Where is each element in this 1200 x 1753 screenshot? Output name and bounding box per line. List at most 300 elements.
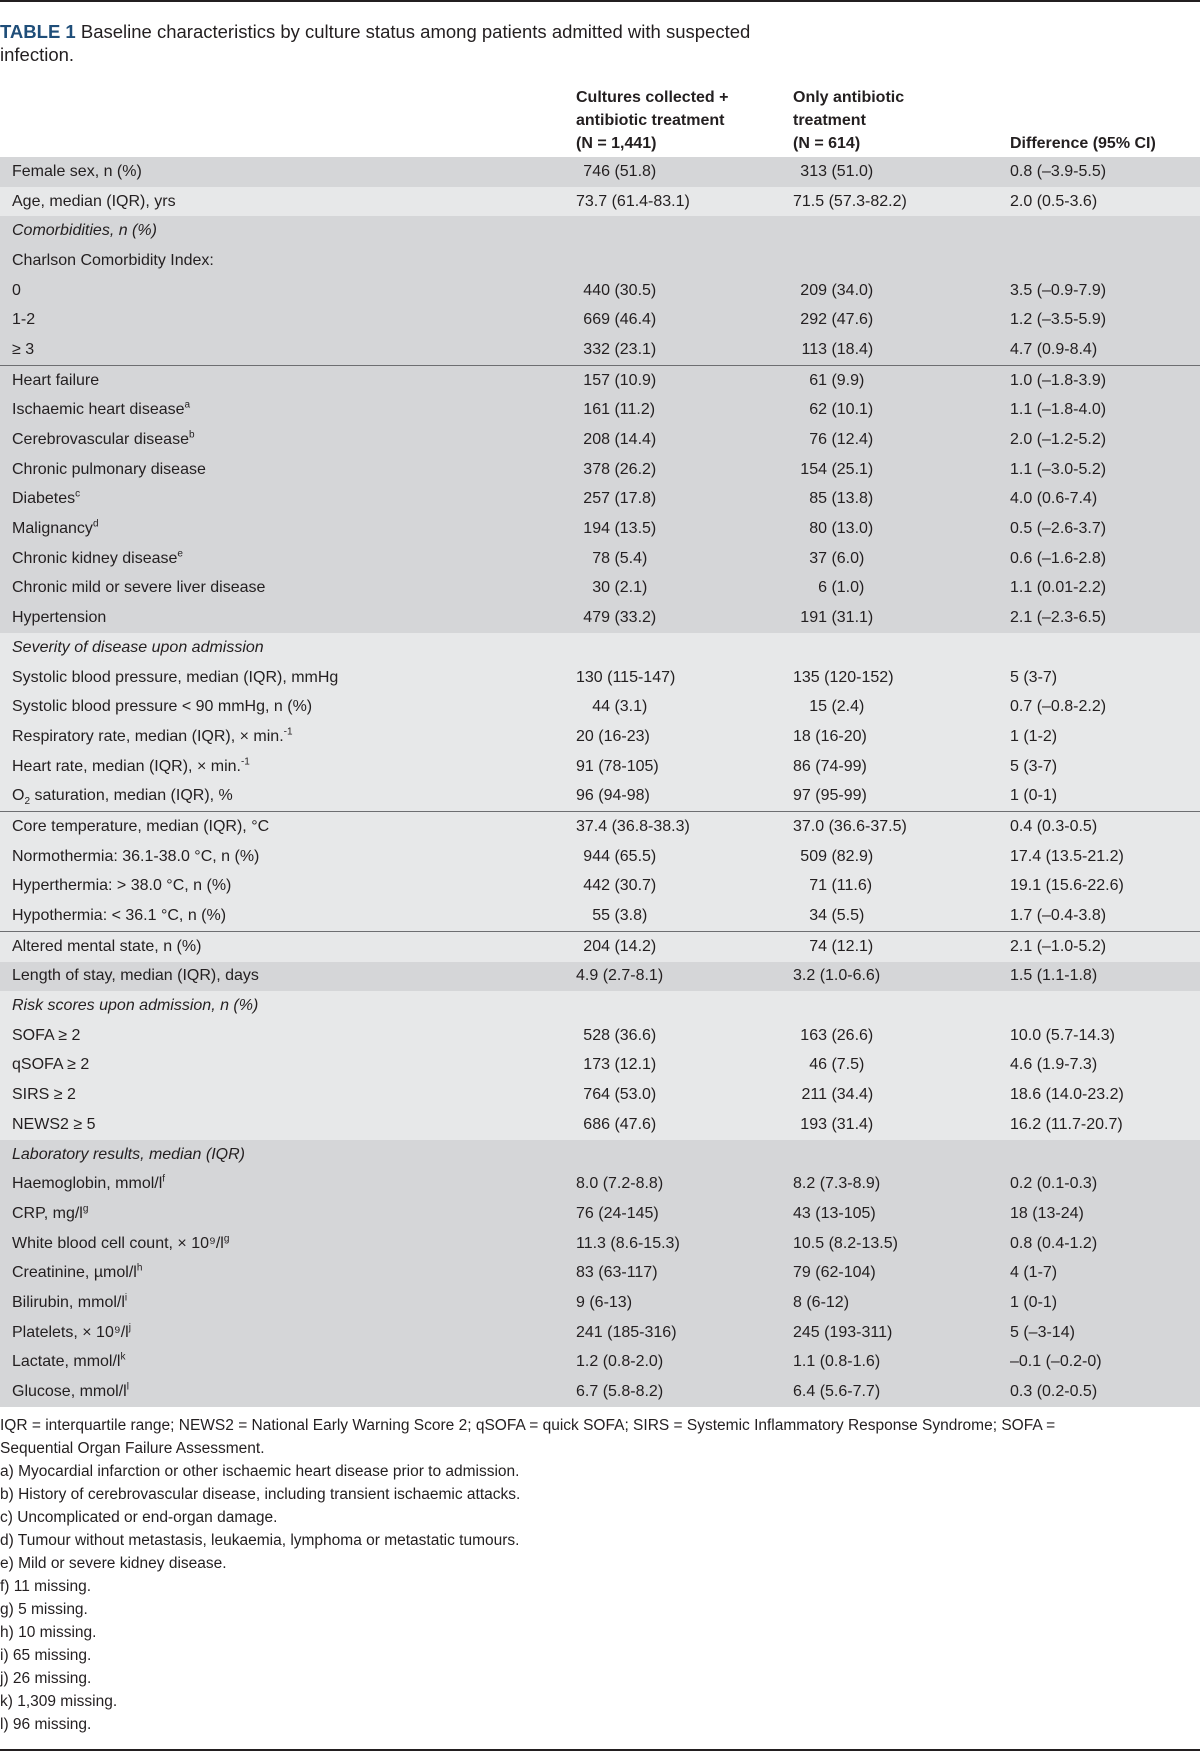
table-row	[0, 455, 1200, 485]
cell-c2: 79 (62-104)	[793, 1258, 1010, 1288]
row-label	[0, 514, 576, 544]
table-row	[0, 1199, 1200, 1229]
row-label-text: Core temperature, median (IQR), °C	[12, 817, 270, 835]
row-label	[0, 246, 576, 276]
row-label-text: Comorbidities, n (%)	[12, 222, 157, 240]
cell-c2: 113 (18.4)	[793, 335, 1010, 365]
cell-c1: 257 (17.8)	[576, 485, 793, 515]
row-label	[0, 396, 576, 426]
cell-c3: 19.1 (15.6-22.6)	[1010, 872, 1200, 902]
table-row	[0, 931, 1200, 961]
table-row	[0, 901, 1200, 931]
footnote-marker: i	[124, 1292, 128, 1304]
table-row	[0, 425, 1200, 455]
row-label-text: Malignancy	[12, 520, 93, 538]
cell-c2: 154 (25.1)	[793, 455, 1010, 485]
cell-c1: 173 (12.1)	[576, 1051, 793, 1081]
row-label-text: Bilirubin, mmol/l	[12, 1293, 125, 1311]
table-row	[0, 485, 1200, 515]
row-label	[0, 752, 576, 782]
row-label	[0, 1021, 576, 1051]
table-section-row	[0, 1140, 1200, 1170]
row-label	[0, 1110, 576, 1140]
row-label-text: Hypothermia: < 36.1 °C, n (%)	[12, 907, 227, 925]
top-rule	[0, 0, 1200, 2]
footnote: c) Uncomplicated or end-organ damage.	[0, 1509, 278, 1526]
cell-c3	[1010, 246, 1200, 276]
row-label-text: saturation, median (IQR), %	[30, 787, 233, 805]
cell-c2: 61 (9.9)	[793, 365, 1010, 395]
row-label-text: Creatinine, µmol/l	[12, 1264, 137, 1282]
cell-c2: 245 (193-311)	[793, 1318, 1010, 1348]
footnote-marker: -1	[240, 756, 250, 768]
header-line: treatment	[793, 112, 866, 129]
row-label	[0, 603, 576, 633]
row-label	[0, 365, 576, 395]
footnote-marker: f	[162, 1173, 166, 1185]
cell-c1	[576, 246, 793, 276]
table-row	[0, 692, 1200, 722]
row-label-text: Hypertension	[12, 609, 107, 627]
table-row	[0, 1377, 1200, 1407]
cell-c3	[1010, 991, 1200, 1021]
cell-c3: 1.2 (–3.5-5.9)	[1010, 305, 1200, 335]
row-label	[0, 574, 576, 604]
cell-c3: 4 (1-7)	[1010, 1258, 1200, 1288]
footnote: f) 11 missing.	[0, 1578, 92, 1595]
cell-c2: 34 (5.5)	[793, 901, 1010, 931]
cell-c1: 37.4 (36.8-38.3)	[576, 812, 793, 842]
table-row	[0, 276, 1200, 306]
cell-c1: 78 (5.4)	[576, 544, 793, 574]
row-label-text: Female sex, n (%)	[12, 162, 142, 180]
table-row	[0, 365, 1200, 395]
cell-c3: 18 (13-24)	[1010, 1199, 1200, 1229]
header-cultures-collected	[576, 86, 729, 155]
table-row	[0, 1348, 1200, 1378]
footnote-marker: a	[184, 400, 191, 412]
cell-c1: 96 (94-98)	[576, 781, 793, 811]
cell-c2: 191 (31.1)	[793, 603, 1010, 633]
row-label	[0, 425, 576, 455]
row-label	[0, 1348, 576, 1378]
table-row	[0, 962, 1200, 992]
footnote-marker: k	[120, 1352, 126, 1364]
row-label	[0, 812, 576, 842]
footnote: j) 26 missing.	[0, 1670, 92, 1687]
footnote: IQR = interquartile range; NEWS2 = National Early Warning Score 2; qSOFA = quick SOFA; SIRS = Systemic Inflammatory Response Syndrome; SOFA =	[0, 1417, 1056, 1434]
table-row	[0, 1318, 1200, 1348]
cell-c2: 313 (51.0)	[793, 157, 1010, 187]
row-label-text: Chronic kidney disease	[12, 549, 178, 567]
cell-c2: 37 (6.0)	[793, 544, 1010, 574]
footnote: Sequential Organ Failure Assessment.	[0, 1440, 265, 1457]
table-body	[0, 157, 1200, 1407]
table-row	[0, 663, 1200, 693]
cell-c2: 71.5 (57.3-82.2)	[793, 187, 1010, 217]
cell-c3: 0.6 (–1.6-2.8)	[1010, 544, 1200, 574]
table-row	[0, 722, 1200, 752]
cell-c1: 686 (47.6)	[576, 1110, 793, 1140]
row-label-text: qSOFA ≥ 2	[12, 1056, 90, 1074]
cell-c1: 194 (13.5)	[576, 514, 793, 544]
cell-c1: 83 (63-117)	[576, 1258, 793, 1288]
row-label	[0, 485, 576, 515]
cell-c1	[576, 1140, 793, 1170]
cell-c3: –0.1 (–0.2-0)	[1010, 1348, 1200, 1378]
table-row	[0, 514, 1200, 544]
cell-c1: 944 (65.5)	[576, 842, 793, 872]
row-label-text: Cerebrovascular disease	[12, 431, 189, 449]
cell-c1: 479 (33.2)	[576, 603, 793, 633]
cell-c2: 37.0 (36.6-37.5)	[793, 812, 1010, 842]
cell-c3: 10.0 (5.7-14.3)	[1010, 1021, 1200, 1051]
footnote-marker: j	[128, 1322, 131, 1334]
table-row	[0, 1051, 1200, 1081]
row-label-text: Severity of disease upon admission	[12, 638, 264, 656]
row-label-text: Hyperthermia: > 38.0 °C, n (%)	[12, 877, 232, 895]
cell-c2: 509 (82.9)	[793, 842, 1010, 872]
cell-c3: 1.1 (–3.0-5.2)	[1010, 455, 1200, 485]
row-label	[0, 1258, 576, 1288]
cell-c1: 8.0 (7.2-8.8)	[576, 1169, 793, 1199]
row-label-text: Chronic pulmonary disease	[12, 460, 206, 478]
footnote-marker: -1	[283, 726, 293, 738]
cell-c3: 3.5 (–0.9-7.9)	[1010, 276, 1200, 306]
cell-c2	[793, 991, 1010, 1021]
cell-c3: 2.0 (0.5-3.6)	[1010, 187, 1200, 217]
cell-c1: 669 (46.4)	[576, 305, 793, 335]
cell-c1	[576, 633, 793, 663]
table-row	[0, 396, 1200, 426]
footnote: h) 10 missing.	[0, 1624, 97, 1641]
cell-c2	[793, 246, 1010, 276]
cell-c3: 1.0 (–1.8-3.9)	[1010, 365, 1200, 395]
footnote-marker: h	[136, 1262, 143, 1274]
row-label	[0, 455, 576, 485]
cell-c1: 440 (30.5)	[576, 276, 793, 306]
row-label	[0, 1318, 576, 1348]
row-label-text: Age, median (IQR), yrs	[12, 192, 176, 210]
row-label-text: Systolic blood pressure < 90 mmHg, n (%)	[12, 698, 313, 716]
row-label-text: Haemoglobin, mmol/l	[12, 1175, 163, 1193]
row-label-text: Systolic blood pressure, median (IQR), mmHg	[12, 668, 339, 686]
cell-c1: 1.2 (0.8-2.0)	[576, 1348, 793, 1378]
cell-c2	[793, 633, 1010, 663]
cell-c2: 8 (6-12)	[793, 1288, 1010, 1318]
cell-c3	[1010, 216, 1200, 246]
cell-c2: 76 (12.4)	[793, 425, 1010, 455]
cell-c1: 378 (26.2)	[576, 455, 793, 485]
table-section-row	[0, 991, 1200, 1021]
header-difference: Difference (95% CI)	[1010, 135, 1156, 152]
footnote: k) 1,309 missing.	[0, 1693, 118, 1710]
row-label	[0, 1140, 576, 1170]
cell-c3: 1.7 (–0.4-3.8)	[1010, 901, 1200, 931]
table-section-row	[0, 633, 1200, 663]
table-caption-text: Baseline characteristics by culture status among patients admitted with suspected infection.	[0, 21, 751, 65]
header-line: antibiotic treatment	[576, 112, 725, 129]
table-row	[0, 781, 1200, 811]
cell-c1	[576, 216, 793, 246]
row-label	[0, 1288, 576, 1318]
table-row	[0, 1110, 1200, 1140]
footnote: i) 65 missing.	[0, 1647, 92, 1664]
row-label	[0, 663, 576, 693]
row-label	[0, 962, 576, 992]
cell-c1	[576, 991, 793, 1021]
table-row	[0, 574, 1200, 604]
cell-c3: 5 (–3-14)	[1010, 1318, 1200, 1348]
footnote: e) Mild or severe kidney disease.	[0, 1555, 227, 1572]
cell-c2: 86 (74-99)	[793, 752, 1010, 782]
header-line: (N = 1,441)	[576, 135, 657, 152]
row-label	[0, 872, 576, 902]
cell-c3: 0.2 (0.1-0.3)	[1010, 1169, 1200, 1199]
row-label-text: Lactate, mmol/l	[12, 1353, 121, 1371]
row-label	[0, 901, 576, 931]
table-row	[0, 812, 1200, 842]
row-label-text: 0	[12, 281, 21, 299]
row-label	[0, 692, 576, 722]
footnote-marker: l	[126, 1381, 129, 1393]
header-line: (N = 614)	[793, 135, 861, 152]
header-line: Only antibiotic	[793, 89, 905, 106]
cell-c2: 209 (34.0)	[793, 276, 1010, 306]
row-label	[0, 216, 576, 246]
cell-c1: 91 (78-105)	[576, 752, 793, 782]
row-label	[0, 305, 576, 335]
cell-c1: 241 (185-316)	[576, 1318, 793, 1348]
cell-c1: 20 (16-23)	[576, 722, 793, 752]
subscript: 2	[24, 796, 31, 808]
row-label	[0, 1377, 576, 1407]
cell-c3: 1 (0-1)	[1010, 781, 1200, 811]
table-row	[0, 1021, 1200, 1051]
cell-c3: 5 (3-7)	[1010, 752, 1200, 782]
cell-c3: 0.5 (–2.6-3.7)	[1010, 514, 1200, 544]
row-label	[0, 157, 576, 187]
row-label-text: Diabetes	[12, 490, 76, 508]
table-row	[0, 1258, 1200, 1288]
cell-c3: 1 (0-1)	[1010, 1288, 1200, 1318]
table-label: TABLE 1	[0, 21, 76, 42]
cell-c2: 1.1 (0.8-1.6)	[793, 1348, 1010, 1378]
table-row	[0, 872, 1200, 902]
row-label-text: Platelets, × 10⁹/l	[12, 1323, 129, 1341]
cell-c2: 43 (13-105)	[793, 1199, 1010, 1229]
row-label	[0, 1199, 576, 1229]
row-label-text: Respiratory rate, median (IQR), × min.	[12, 727, 284, 745]
footnote-marker: e	[177, 548, 183, 560]
table-row	[0, 752, 1200, 782]
cell-c1: 73.7 (61.4-83.1)	[576, 187, 793, 217]
row-label	[0, 276, 576, 306]
cell-c2: 15 (2.4)	[793, 692, 1010, 722]
row-label-text: Chronic mild or severe liver disease	[12, 579, 266, 597]
footnote-marker: c	[75, 489, 81, 501]
cell-c2: 85 (13.8)	[793, 485, 1010, 515]
row-label-text: Altered mental state, n (%)	[12, 937, 202, 955]
row-label-text: Ischaemic heart disease	[12, 401, 185, 419]
cell-c2: 46 (7.5)	[793, 1051, 1010, 1081]
cell-c3: 4.6 (1.9-7.3)	[1010, 1051, 1200, 1081]
footnote: d) Tumour without metastasis, leukaemia, lymphoma or metastatic tumours.	[0, 1532, 520, 1549]
row-label	[0, 335, 576, 365]
row-label	[0, 1080, 576, 1110]
table-row	[0, 246, 1200, 276]
row-label-text: SOFA ≥ 2	[12, 1026, 81, 1044]
row-label-text: Normothermia: 36.1-38.0 °C, n (%)	[12, 847, 260, 865]
cell-c1: 76 (24-145)	[576, 1199, 793, 1229]
row-label	[0, 1051, 576, 1081]
cell-c1: 204 (14.2)	[576, 931, 793, 961]
cell-c3: 1.5 (1.1-1.8)	[1010, 962, 1200, 992]
cell-c3: 1 (1-2)	[1010, 722, 1200, 752]
row-label	[0, 187, 576, 217]
table-row	[0, 1080, 1200, 1110]
cell-c1: 746 (51.8)	[576, 157, 793, 187]
cell-c1: 208 (14.4)	[576, 425, 793, 455]
table-row	[0, 842, 1200, 872]
table-header	[0, 86, 1200, 156]
table-caption	[0, 20, 760, 66]
cell-c3: 17.4 (13.5-21.2)	[1010, 842, 1200, 872]
cell-c1: 6.7 (5.8-8.2)	[576, 1377, 793, 1407]
footnote-marker: g	[82, 1203, 89, 1215]
row-label-text: Charlson Comorbidity Index:	[12, 251, 214, 269]
cell-c2: 71 (11.6)	[793, 872, 1010, 902]
cell-c3	[1010, 1140, 1200, 1170]
cell-c3: 1.1 (0.01-2.2)	[1010, 574, 1200, 604]
footnote: l) 96 missing.	[0, 1716, 92, 1733]
cell-c1: 9 (6-13)	[576, 1288, 793, 1318]
cell-c2: 18 (16-20)	[793, 722, 1010, 752]
cell-c1: 11.3 (8.6-15.3)	[576, 1229, 793, 1259]
cell-c2	[793, 1140, 1010, 1170]
row-label	[0, 931, 576, 961]
cell-c2: 8.2 (7.3-8.9)	[793, 1169, 1010, 1199]
cell-c3: 5 (3-7)	[1010, 663, 1200, 693]
row-label-text: Laboratory results, median (IQR)	[12, 1145, 245, 1163]
row-label	[0, 1169, 576, 1199]
cell-c1: 4.9 (2.7-8.1)	[576, 962, 793, 992]
cell-c1: 764 (53.0)	[576, 1080, 793, 1110]
cell-c2: 74 (12.1)	[793, 931, 1010, 961]
table-section-row	[0, 216, 1200, 246]
table-row	[0, 305, 1200, 335]
cell-c3: 2.0 (–1.2-5.2)	[1010, 425, 1200, 455]
row-label-text: Heart failure	[12, 371, 100, 389]
cell-c3: 1.1 (–1.8-4.0)	[1010, 396, 1200, 426]
cell-c2: 10.5 (8.2-13.5)	[793, 1229, 1010, 1259]
row-label-text: Risk scores upon admission, n (%)	[12, 997, 259, 1015]
row-label	[0, 991, 576, 1021]
row-label-text: ≥ 3	[12, 340, 35, 358]
cell-c1: 157 (10.9)	[576, 365, 793, 395]
row-label-text: 1-2	[12, 311, 36, 329]
cell-c2: 211 (34.4)	[793, 1080, 1010, 1110]
table-row	[0, 335, 1200, 365]
row-label	[0, 781, 576, 811]
cell-c1: 442 (30.7)	[576, 872, 793, 902]
footnote: a) Myocardial infarction or other ischaemic heart disease prior to admission.	[0, 1463, 520, 1480]
footnote: b) History of cerebrovascular disease, including transient ischaemic attacks.	[0, 1486, 521, 1503]
cell-c3: 4.0 (0.6-7.4)	[1010, 485, 1200, 515]
row-label	[0, 633, 576, 663]
cell-c3: 0.3 (0.2-0.5)	[1010, 1377, 1200, 1407]
cell-c1: 55 (3.8)	[576, 901, 793, 931]
cell-c3: 0.7 (–0.8-2.2)	[1010, 692, 1200, 722]
table-row	[0, 603, 1200, 633]
cell-c2	[793, 216, 1010, 246]
cell-c1: 332 (23.1)	[576, 335, 793, 365]
cell-c2: 80 (13.0)	[793, 514, 1010, 544]
footnote-marker: b	[188, 429, 195, 441]
header-line: Cultures collected +	[576, 89, 729, 106]
cell-c3	[1010, 633, 1200, 663]
cell-c2: 3.2 (1.0-6.6)	[793, 962, 1010, 992]
cell-c2: 6 (1.0)	[793, 574, 1010, 604]
row-label-text: O	[12, 787, 25, 805]
cell-c2: 62 (10.1)	[793, 396, 1010, 426]
cell-c1: 161 (11.2)	[576, 396, 793, 426]
cell-c3: 4.7 (0.9-8.4)	[1010, 335, 1200, 365]
bottom-rule	[0, 1749, 1200, 1751]
row-label	[0, 544, 576, 574]
cell-c1: 528 (36.6)	[576, 1021, 793, 1051]
table-row	[0, 544, 1200, 574]
row-label-text: CRP, mg/l	[12, 1204, 83, 1222]
footnotes	[0, 1414, 1200, 1736]
cell-c3: 2.1 (–2.3-6.5)	[1010, 603, 1200, 633]
cell-c1: 44 (3.1)	[576, 692, 793, 722]
row-label-text: Heart rate, median (IQR), × min.	[12, 757, 241, 775]
table-row	[0, 1229, 1200, 1259]
header-only-antibiotic	[793, 86, 904, 155]
table-row	[0, 1288, 1200, 1318]
cell-c2: 292 (47.6)	[793, 305, 1010, 335]
cell-c2: 163 (26.6)	[793, 1021, 1010, 1051]
footnote-marker: g	[223, 1233, 230, 1245]
baseline-table	[0, 157, 1200, 1407]
row-label	[0, 722, 576, 752]
cell-c3: 16.2 (11.7-20.7)	[1010, 1110, 1200, 1140]
cell-c1: 130 (115-147)	[576, 663, 793, 693]
row-label-text: Length of stay, median (IQR), days	[12, 967, 259, 985]
cell-c3: 0.8 (0.4-1.2)	[1010, 1229, 1200, 1259]
cell-c3: 0.8 (–3.9-5.5)	[1010, 157, 1200, 187]
cell-c1: 30 (2.1)	[576, 574, 793, 604]
row-label-text: Glucose, mmol/l	[12, 1383, 127, 1401]
cell-c2: 97 (95-99)	[793, 781, 1010, 811]
cell-c3: 18.6 (14.0-23.2)	[1010, 1080, 1200, 1110]
cell-c3: 2.1 (–1.0-5.2)	[1010, 931, 1200, 961]
row-label-text: White blood cell count, × 10⁹/l	[12, 1234, 224, 1252]
footnote-marker: d	[92, 518, 99, 530]
cell-c2: 193 (31.4)	[793, 1110, 1010, 1140]
table-row	[0, 157, 1200, 187]
cell-c3: 0.4 (0.3-0.5)	[1010, 812, 1200, 842]
row-label-text: SIRS ≥ 2	[12, 1086, 76, 1104]
table-row	[0, 1169, 1200, 1199]
row-label	[0, 842, 576, 872]
cell-c2: 6.4 (5.6-7.7)	[793, 1377, 1010, 1407]
row-label-text: NEWS2 ≥ 5	[12, 1115, 96, 1133]
cell-c2: 135 (120-152)	[793, 663, 1010, 693]
table-row	[0, 187, 1200, 217]
row-label	[0, 1229, 576, 1259]
